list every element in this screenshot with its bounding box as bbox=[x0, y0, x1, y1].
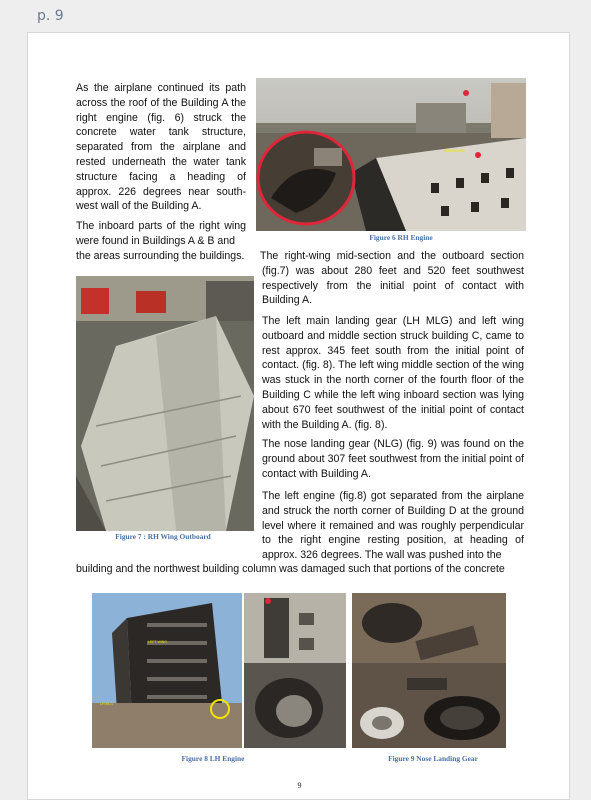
figure-8-caption: Figure 8 LH Engine bbox=[181, 754, 245, 763]
figure-9-caption: Figure 9 Nose Landing Gear bbox=[388, 754, 478, 763]
figure-6-rh-engine-photo bbox=[256, 78, 526, 231]
figure-7-rh-wing-outboard-photo bbox=[76, 276, 254, 531]
svg-text:LH MLG: LH MLG bbox=[100, 702, 114, 706]
figure-7-caption: Figure 7 : RH Wing Outboard bbox=[115, 532, 211, 541]
paragraph-left-engine-a: The left engine (fig.8) got separated from the airplane and struck the north corner of Building D at the ground level where it remained and was roughly perpendicular to the right engine resting position, at heading of approx. 326 degrees. The wall was pushed into the bbox=[262, 490, 524, 562]
figure-9-nose-landing-gear-photo bbox=[352, 593, 506, 748]
paragraph-right-engine: As the airplane continued its path across the roof of the Building A the right engine (fig. 6) struck the concrete water tank structure, separated from the airplane and rested underneath the water tank structure facing a heading of approx. 226 degrees near south-west wall of the Building A. bbox=[76, 82, 246, 213]
svg-text:RH ENGINE: RH ENGINE bbox=[443, 148, 466, 153]
paragraph-inboard-wing-b: the areas surrounding the buildings. bbox=[76, 250, 245, 262]
paragraph-inboard-wing-a: The inboard parts of the right wing were found in Buildings A & B and bbox=[76, 220, 246, 247]
svg-text:LEFT WING: LEFT WING bbox=[148, 640, 167, 644]
paragraph-left-engine-b: building and the northwest building column was damaged such that portions of the concrete bbox=[76, 563, 505, 575]
page-number: 9 bbox=[297, 781, 302, 790]
figure-8-lh-engine-photo-building bbox=[92, 593, 242, 748]
paragraph-nlg: The nose landing gear (NLG) (fig. 9) was found on the ground about 307 feet southwest from the initial point of contact with Building A. bbox=[262, 438, 524, 480]
page-label: p. 9 bbox=[37, 8, 64, 24]
paragraph-left-mlg: The left main landing gear (LH MLG) and left wing outboard and middle section struck building C, came to rest approx. 345 feet south from the initial point of contact. (fig. 8). The left wing middle section of the wing was stuck in the north corner of the fourth floor of the Building C while the left wing inboard section was lying about 670 feet southwest of the initial point of contact with the Building A. (fig. 8). bbox=[262, 315, 524, 431]
document-page bbox=[27, 32, 570, 800]
paragraph-right-wing-sections: The right-wing mid-section and the outboard section (fig.7) was about 280 feet and 520 feet southwest respectively from the initial point of contact with Building A. bbox=[260, 250, 524, 307]
figure-8-lh-engine-photo-closeup bbox=[244, 593, 346, 748]
figure-6-caption: Figure 6 RH Engine bbox=[369, 233, 433, 242]
